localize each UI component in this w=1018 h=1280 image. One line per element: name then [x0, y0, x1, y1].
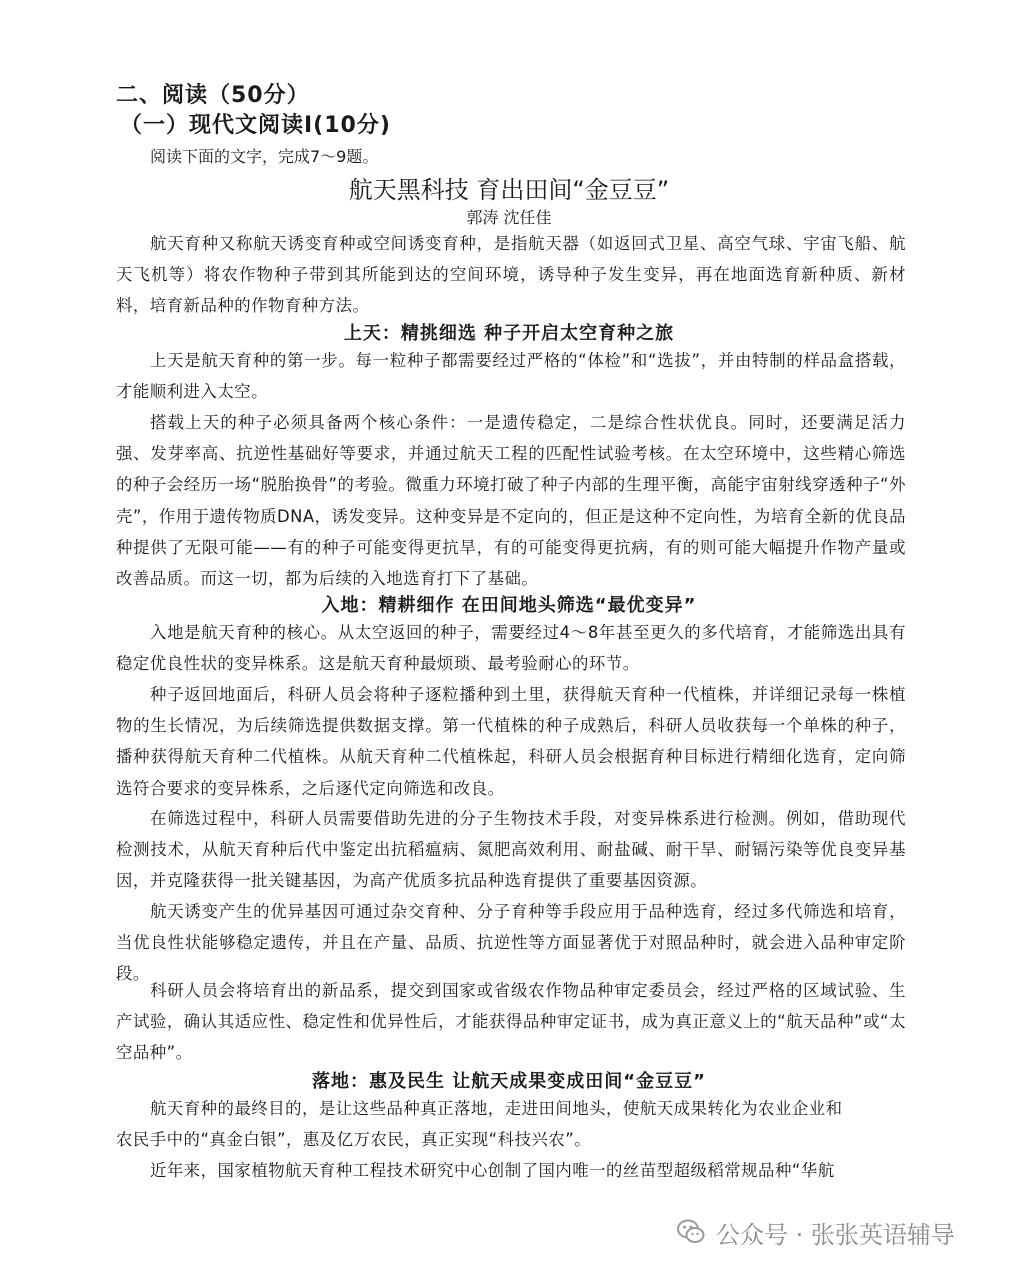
paragraph-9-line-2: 农民手中的“真金白银”，惠及亿万农民，真正实现“科技兴农”。 [116, 1130, 592, 1149]
paragraph-9-line-1: 航天育种的最终目的，是让这些品种真正落地，走进田间地头，使航天成果转化为农业企业和 [150, 1099, 843, 1118]
paragraph-8: 科研人员会将培育出的新品系，提交到国家或省级农作物品种审定委员会，经过严格的区域试验、生产试验，确认其适应性、稳定性和优异性后，才能获得品种审定证书，成为真正意义上的“航天品种”或“太空品种”。 [116, 981, 906, 1063]
section-heading: 二、阅读（50分） [116, 83, 310, 108]
paragraph-6: 在筛选过程中，科研人员需要借助先进的分子生物技术手段，对变异株系进行检测。例如，借助现代检测技术，从航天育种后代中鉴定出抗稻瘟病、氮肥高效利用、耐盐碱、耐干旱、耐镉污染等优良变异基因，并克隆获得一批关键基因，为高产优质多抗品种选育提供了重要基因资源。 [116, 809, 906, 891]
heading-field: 入地：精耕细作 在田间地头筛选“最优变异” [321, 595, 697, 616]
heading-landing: 落地：惠及民生 让航天成果变成田间“金豆豆” [312, 1071, 706, 1092]
instruction: 阅读下面的文字，完成7～9题。 [150, 147, 379, 166]
paragraph-10: 近年来，国家植物航天育种工程技术研究中心创制了国内唯一的丝苗型超级稻常规品种“华航 [150, 1161, 835, 1180]
subsection-heading: （一）现代文阅读I(10分) [120, 113, 391, 138]
article-title: 航天黑科技 育出田间“金豆豆” [348, 176, 670, 204]
wechat-icon [676, 1217, 706, 1247]
paragraph-3: 搭载上天的种子必须具备两个核心条件：一是遗传稳定，二是综合性状优良。同时，还要满足活力强、发芽率高、抗逆性基础好等要求，并通过航天工程的匹配性试验考核。在太空环境中，这些精心筛选的种子会经历一场“脱胎换骨”的考验。微重力环境打破了种子内部的生理平衡，高能宇宙射线穿透种子“外壳”，作用于遗传物质DNA，诱发变异。这种变异是不定向的，但正是这种不定向性，为培育全新的优良品种提供了无限可能——有的种子可能变得更抗旱，有的可能变得更抗病，有的则可能大幅提升作物产量或改善品质。而这一切，都为后续的入地选育打下了基础。 [116, 413, 906, 589]
watermark [676, 1215, 955, 1249]
article-authors: 郭涛 沈任佳 [466, 208, 552, 227]
paragraph-5: 种子返回地面后，科研人员会将种子逐粒播种到土里，获得航天育种一代植株，并详细记录每一株植物的生长情况，为后续筛选提供数据支撑。第一代植株的种子成熟后，科研人员收获每一个单株的种子，播种获得航天育种二代植株。从航天育种二代植株起，科研人员会根据育种目标进行精细化选育，定向筛选符合要求的变异株系，之后逐代定向筛选和改良。 [116, 685, 906, 798]
paragraph-7: 航天诱变产生的优异基因可通过杂交育种、分子育种等手段应用于品种选育，经过多代筛选和培育，当优良性状能够稳定遗传，并且在产量、品质、抗逆性等方面显著优于对照品种时，就会进入品种审定阶段。 [116, 902, 906, 984]
paragraph-2: 上天是航天育种的第一步。每一粒种子都需要经过严格的“体检”和“选拔”，并由特制的样品盒搭载，才能顺利进入太空。 [116, 351, 906, 402]
watermark-text: 公众号 · 张张英语辅导 [716, 1220, 955, 1249]
paragraph-4: 入地是航天育种的核心。从太空返回的种子，需要经过4～8年甚至更久的多代培育，才能筛选出具有稳定优良性状的变异株系。这是航天育种最烦琐、最考验耐心的环节。 [116, 623, 906, 674]
heading-launch: 上天：精挑细选 种子开启太空育种之旅 [343, 323, 675, 344]
paragraph-1: 航天育种又称航天诱变育种或空间诱变育种，是指航天器（如返回式卫星、高空气球、宇宙飞船、航天飞机等）将农作物种子带到其所能到达的空间环境，诱导种子发生变异，再在地面选育新种质、新材料，培育新品种的作物育种方法。 [116, 234, 906, 316]
